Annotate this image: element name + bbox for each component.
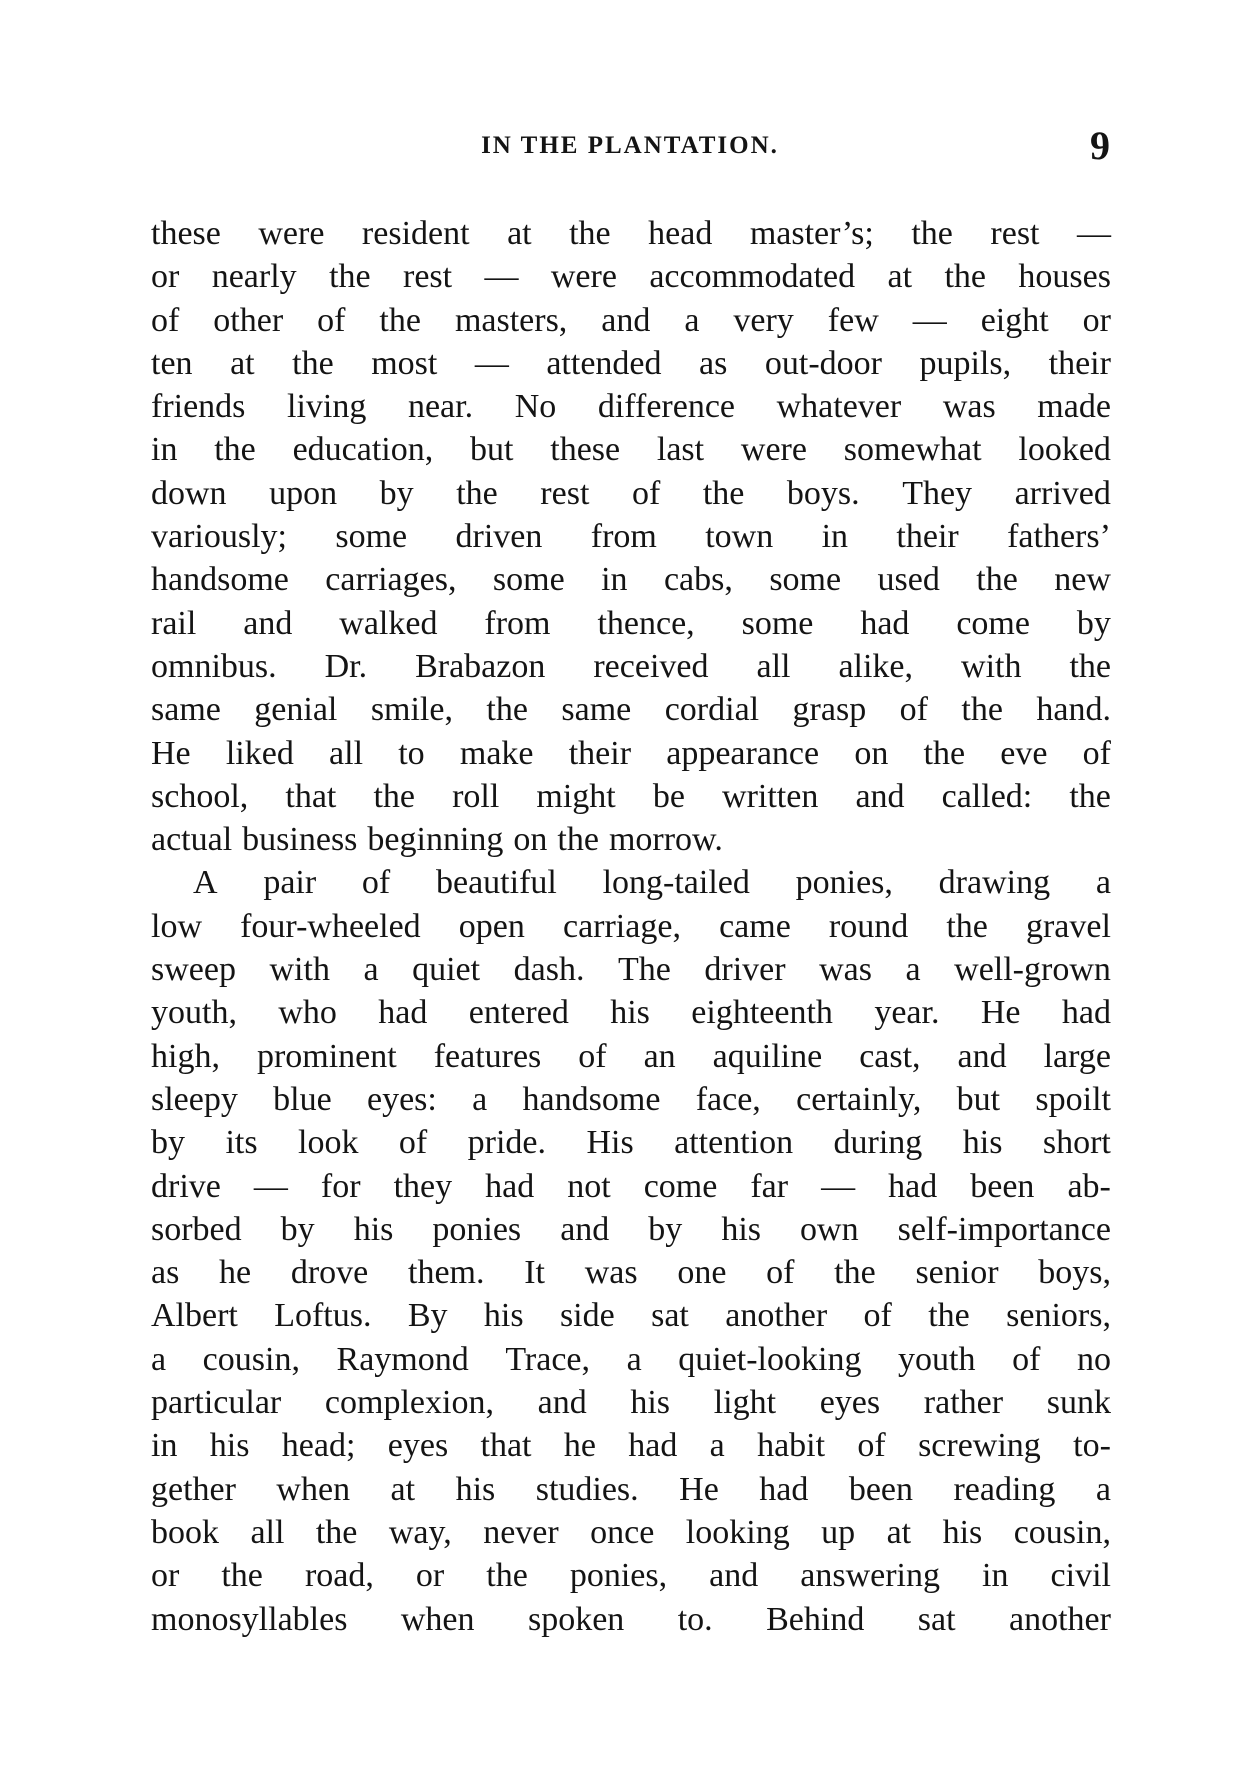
- text-line: in the education, but these last were somewhat looked: [151, 431, 1111, 469]
- text-line: book all the way, never once looking up at his cousin,: [151, 1513, 1111, 1551]
- text-line: low four-wheeled open carriage, came round the gravel: [151, 907, 1111, 945]
- text-line: or the road, or the ponies, and answering in civil: [151, 1557, 1111, 1595]
- text-line: high, prominent features of an aquiline cast, and large: [151, 1037, 1111, 1075]
- text-line-paragraph-end: actual business beginning on the morrow.: [151, 821, 723, 859]
- text-line: Albert Loftus. By his side sat another of the seniors,: [151, 1297, 1111, 1335]
- body-text: [151, 212, 1111, 1641]
- text-line: of other of the masters, and a very few — eight or: [151, 301, 1111, 339]
- text-line: sorbed by his ponies and by his own self-importance: [151, 1210, 1111, 1248]
- text-line: youth, who had entered his eighteenth year. He had: [151, 994, 1111, 1032]
- text-line: He liked all to make their appearance on the eve of: [151, 734, 1111, 772]
- text-line: school, that the roll might be written and called: the: [151, 777, 1111, 815]
- text-line: or nearly the rest — were accommodated at the houses: [151, 258, 1111, 296]
- text-line: these were resident at the head master’s; the rest —: [151, 215, 1111, 252]
- running-head: [150, 123, 1110, 168]
- text-line: friends living near. No difference whatever was made: [151, 388, 1111, 426]
- text-line: sweep with a quiet dash. The driver was a well-grown: [151, 951, 1111, 989]
- text-line: in his head; eyes that he had a habit of screwing to-: [151, 1427, 1111, 1465]
- text-line: rail and walked from thence, some had come by: [151, 604, 1111, 642]
- text-line: omnibus. Dr. Brabazon received all alike, with the: [151, 647, 1111, 685]
- text-line: as he drove them. It was one of the senior boys,: [151, 1254, 1111, 1292]
- text-line: by its look of pride. His attention during his short: [151, 1124, 1111, 1162]
- text-line: same genial smile, the same cordial grasp of the hand.: [151, 691, 1111, 729]
- text-line: sleepy blue eyes: a handsome face, certainly, but spoilt: [151, 1080, 1111, 1118]
- text-line: handsome carriages, some in cabs, some used the new: [151, 561, 1111, 599]
- text-line: ten at the most — attended as out-door pupils, their: [151, 344, 1111, 382]
- running-head-title: IN THE PLANTATION.: [481, 132, 779, 159]
- text-line: drive — for they had not come far — had been ab-: [151, 1167, 1111, 1205]
- text-line: monosyllables when spoken to. Behind sat another: [151, 1600, 1111, 1638]
- text-line: a cousin, Raymond Trace, a quiet-looking youth of no: [151, 1340, 1111, 1378]
- text-line: down upon by the rest of the boys. They arrived: [151, 474, 1111, 512]
- text-line: variously; some driven from town in their fathers’: [151, 518, 1111, 556]
- text-line: gether when at his studies. He had been reading a: [151, 1470, 1111, 1508]
- text-line-paragraph-start: A pair of beautiful long-tailed ponies, drawing a: [193, 864, 1111, 902]
- text-line: particular complexion, and his light eyes rather sunk: [151, 1384, 1111, 1422]
- page-number: 9: [1090, 123, 1110, 168]
